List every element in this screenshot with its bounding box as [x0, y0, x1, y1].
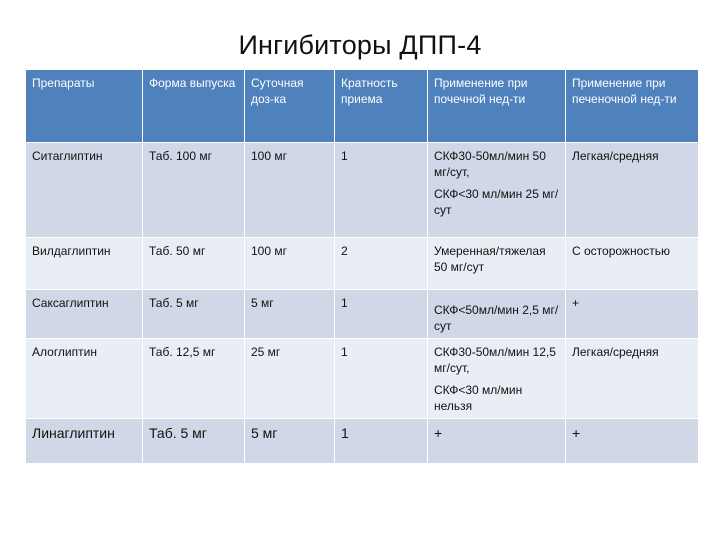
table-row — [26, 290, 699, 339]
cell-frequency: 1 — [335, 419, 428, 464]
header-hepatic: Применение при печеночной нед-ти — [566, 70, 699, 143]
renal-line: + — [434, 425, 443, 441]
cell-dose: 100 мг — [245, 143, 335, 238]
header-drugs: Препараты — [26, 70, 143, 143]
renal-line: СКФ<50мл/мин 2,5 мг/сут — [434, 303, 559, 333]
cell-frequency: 2 — [335, 238, 428, 290]
table-row — [26, 143, 699, 238]
header-renal: Применение при почечной нед-ти — [428, 70, 566, 143]
cell-renal — [428, 290, 566, 339]
table-row — [26, 238, 699, 290]
cell-hepatic: + — [566, 419, 699, 464]
cell-renal — [428, 143, 566, 238]
cell-drug: Вилдаглиптин — [26, 238, 143, 290]
cell-frequency: 1 — [335, 339, 428, 419]
renal-line: СКФ<30 мл/мин 25 мг/сут — [434, 187, 559, 217]
cell-renal — [428, 419, 566, 464]
table-header-row — [26, 70, 699, 143]
cell-dose: 100 мг — [245, 238, 335, 290]
slide-title: Ингибиторы ДПП-4 — [238, 30, 482, 60]
cell-drug: Саксаглиптин — [26, 290, 143, 339]
cell-drug: Линаглиптин — [26, 419, 143, 464]
cell-hepatic: + — [566, 290, 699, 339]
renal-line: СКФ30-50мл/мин 50 мг/сут, — [434, 149, 546, 179]
cell-drug: Алоглиптин — [26, 339, 143, 419]
cell-frequency: 1 — [335, 290, 428, 339]
cell-hepatic: Легкая/средняя — [566, 143, 699, 238]
renal-line: Умеренная/тяжелая 50 мг/сут — [434, 244, 546, 274]
header-form: Форма выпуска — [143, 70, 245, 143]
cell-renal — [428, 238, 566, 290]
cell-drug: Ситаглиптин — [26, 143, 143, 238]
cell-form: Таб. 5 мг — [143, 290, 245, 339]
cell-frequency: 1 — [335, 143, 428, 238]
dpp4-inhibitors-table — [25, 69, 699, 464]
header-daily-dose: Суточная доз-ка — [245, 70, 335, 143]
cell-dose: 25 мг — [245, 339, 335, 419]
cell-form: Таб. 100 мг — [143, 143, 245, 238]
header-frequency: Кратность приема — [335, 70, 428, 143]
table-row — [26, 419, 699, 464]
cell-hepatic: С осторожностью — [566, 238, 699, 290]
cell-form: Таб. 5 мг — [143, 419, 245, 464]
cell-form: Таб. 12,5 мг — [143, 339, 245, 419]
cell-dose: 5 мг — [245, 290, 335, 339]
cell-dose: 5 мг — [245, 419, 335, 464]
cell-hepatic: Легкая/средняя — [566, 339, 699, 419]
cell-form: Таб. 50 мг — [143, 238, 245, 290]
renal-line: СКФ30-50мл/мин 12,5 мг/сут, — [434, 345, 556, 375]
table-row — [26, 339, 699, 419]
cell-renal — [428, 339, 566, 419]
renal-line: СКФ<30 мл/мин нельзя — [434, 383, 523, 413]
